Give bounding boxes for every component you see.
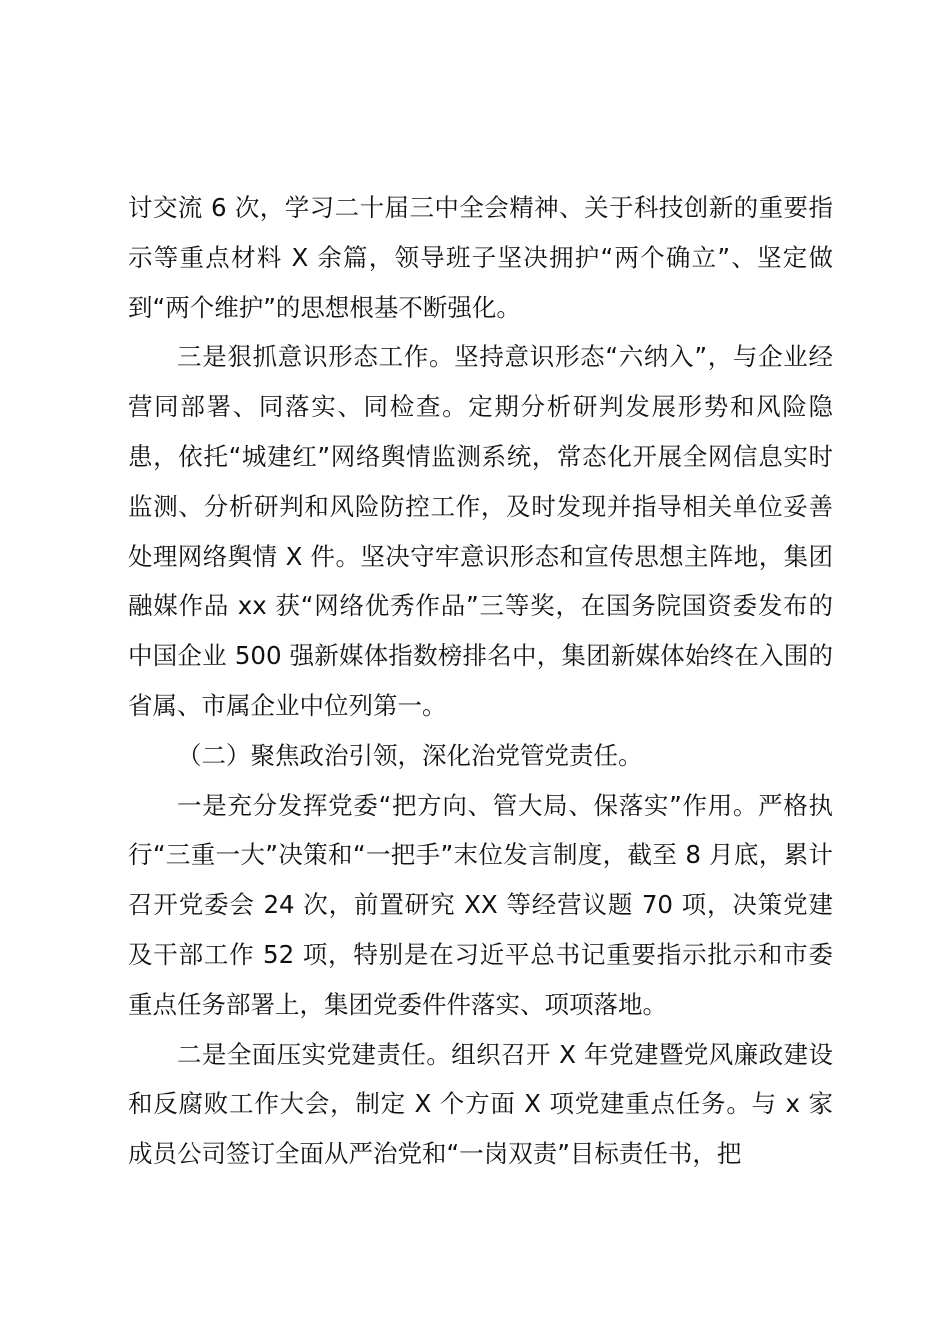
section-heading-political-leadership: （二）聚焦政治引领，深化治党管党责任。 (177, 740, 643, 770)
document-body (128, 183, 833, 1179)
paragraph-continuation: 讨交流 6 次，学习二十届三中全会精神、关于科技创新的重要指示等重点材料 X 余篇，领导班子坚决拥护“两个确立”、坚定做到“两个维护”的思想根基不断强化。 (128, 193, 833, 322)
paragraph-ideology-work: 三是狠抓意识形态工作。坚持意识形态“六纳入”，与企业经营同部署、同落实、同检查。定期分析研判发展形势和风险隐患，依托“城建红”网络舆情监测系统，常态化开展全网信息实时监测、分析研判和风险防控工作，及时发现并指导相关单位妥善处理网络舆情 X 件。坚决守牢意识形态和宣传思想主阵地，集团融媒作品 xx 获“网络优秀作品”三等奖，在国务院国资委发布的中国企业 500 强新媒体指数榜排名中，集团新媒体始终在入围的省属、市属企业中位列第一。 (128, 342, 833, 720)
paragraph-party-building-responsibility: 二是全面压实党建责任。组织召开 X 年党建暨党风廉政建设和反腐败工作大会，制定 X 个方面 X 项党建重点任务。与 x 家成员公司签订全面从严治党和“一岗双责”目标责任书，把 (128, 1039, 833, 1169)
paragraph-party-committee-role: 一是充分发挥党委“把方向、管大局、保落实”作用。严格执行“三重一大”决策和“一把手”末位发言制度，截至 8 月底，累计召开党委会 24 次，前置研究 XX 等经营议题 70 项，决策党建及干部工作 52 项，特别是在习近平总书记重要指示批示和市委重点任务部署上，集团党委件件落实、项项落地。 (128, 790, 833, 1019)
